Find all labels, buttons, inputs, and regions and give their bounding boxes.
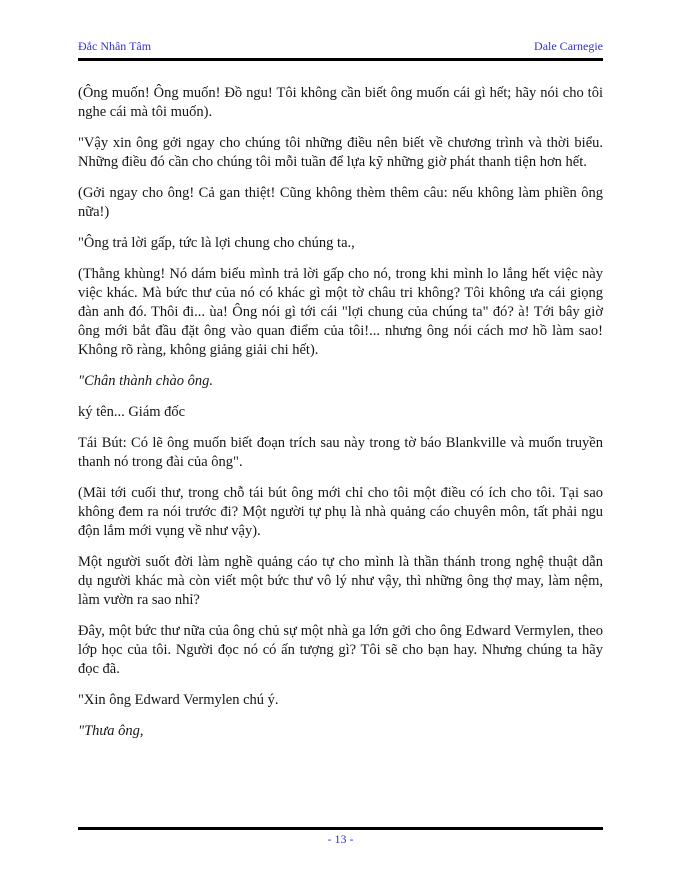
header-author: Dale Carnegie xyxy=(534,39,603,53)
paragraph: (Thằng khùng! Nó dám biểu mình trả lời gấp cho nó, trong khi mình lo lắng hết việc này việc khác. Mà bức thư của nó có khác gì một tờ châu tri không? Tôi không ưa cái giọng đàn anh đó. Thôi đi... ùa! Ông nói gì tới cái "lợi chung của chúng ta" đó? à! Tới bây giờ ông mới bắt đầu đặt ông vào quan điểm của tôi!... nhưng ông nói cách mơ hồ làm sao! Không rõ ràng, không giảng giải chi hết). xyxy=(78,266,603,358)
paragraph: Đây, một bức thư nữa của ông chủ sự một nhà ga lớn gởi cho ông Edward Vermylen, theo lớp học của tôi. Người đọc nó có ấn tượng gì? Tôi sẽ cho bạn hay. Nhưng chúng ta hãy đọc đã. xyxy=(78,623,603,677)
paragraph-italic: "Chân thành chào ông. xyxy=(78,373,213,389)
paragraph: (Mãi tới cuối thư, trong chỗ tái bút ông mới chỉ cho tôi một điều có ích cho tôi. Tại sao không đem ra nói trước đi? Một người tự phụ là nhà quảng cáo chuyên môn, tất phải ngu độn lắm mới vụng về như vậy). xyxy=(78,485,603,539)
paragraph: (Ông muốn! Ông muốn! Đồ ngu! Tôi không cần biết ông muốn cái gì hết; hãy nói cho tôi nghe cái mà tôi muốn). xyxy=(78,85,603,120)
paragraph: Tái Bút: Có lẽ ông muốn biết đoạn trích sau này trong tờ báo Blankville và muốn truyền thanh nó trong đài của ông". xyxy=(78,435,603,470)
paragraph: "Ông trả lời gấp, tức là lợi chung cho chúng ta., xyxy=(78,235,355,251)
paragraph: "Vậy xin ông gởi ngay cho chúng tôi những điều nên biết về chương trình và thời biểu. Những điều đó cần cho chúng tôi mỗi tuần để lựa kỹ những giờ phát thanh tiện hơn hết. xyxy=(78,135,603,170)
paragraph: ký tên... Giám đốc xyxy=(78,404,186,420)
page-body-text xyxy=(78,84,603,753)
page-footer xyxy=(78,827,603,847)
header-book-title: Đắc Nhân Tâm xyxy=(78,39,152,53)
paragraph: "Xin ông Edward Vermylen chú ý. xyxy=(78,692,279,708)
paragraph: (Gởi ngay cho ông! Cả gan thiệt! Cũng không thèm thêm câu: nếu không làm phiền ông nữa!) xyxy=(78,185,603,220)
paragraph-italic: "Thưa ông, xyxy=(78,723,144,739)
page-header xyxy=(78,39,603,61)
page-number: - 13 - xyxy=(327,832,354,846)
paragraph: Một người suốt đời làm nghề quảng cáo tự cho mình là thần thánh trong nghệ thuật dẫn dụ người khác mà còn viết một bức thư vô lý như vậy, thì những ông thợ may, làm nệm, làm vườn ra sao nhỉ? xyxy=(78,554,603,608)
